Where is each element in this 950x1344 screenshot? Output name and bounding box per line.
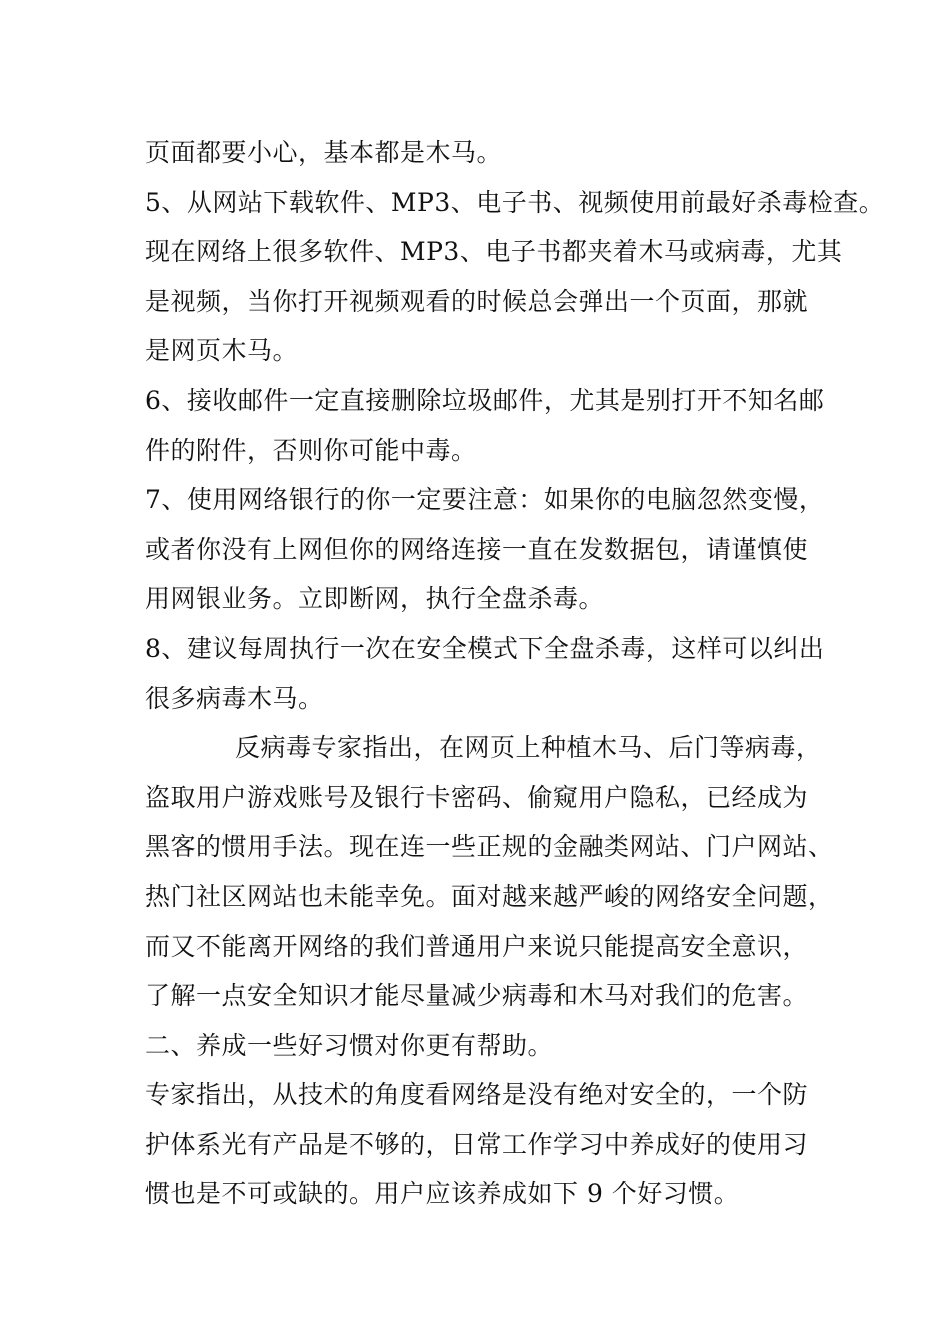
text-line: 惯也是不可或缺的。用户应该养成如下 9 个好习惯。 bbox=[145, 1179, 740, 1209]
text-line: 盗取用户游戏账号及银行卡密码、偷窥用户隐私，已经成为 bbox=[145, 782, 809, 812]
text-line: 页面都要小心，基本都是木马。 bbox=[145, 138, 503, 167]
text-line: 或者你没有上网但你的网络连接一直在发数据包，请谨慎使 bbox=[145, 534, 809, 564]
document-body bbox=[145, 128, 885, 1219]
text-line: 护体系光有产品是不够的，日常工作学习中养成好的使用习 bbox=[145, 1129, 809, 1159]
text-line: 很多病毒木马。 bbox=[145, 683, 324, 713]
text-line: 热门社区网站也未能幸免。面对越来越严峻的网络安全问题， bbox=[145, 881, 834, 911]
list-item-8: 8、建议每周执行一次在安全模式下全盘杀毒，这样可以纠出 bbox=[145, 633, 825, 663]
paragraph-start: 反病毒专家指出，在网页上种植木马、后门等病毒， bbox=[235, 733, 822, 763]
section-heading: 二、养成一些好习惯对你更有帮助。 bbox=[145, 1030, 554, 1060]
text-line: 而又不能离开网络的我们普通用户来说只能提高安全意识， bbox=[145, 931, 809, 961]
list-item-5: 5、从网站下载软件、MP3、电子书、视频使用前最好杀毒检查。 bbox=[145, 187, 885, 217]
text-line: 现在网络上很多软件、MP3、电子书都夹着木马或病毒，尤其 bbox=[145, 237, 843, 267]
list-item-6: 6、接收邮件一定直接删除垃圾邮件，尤其是别打开不知名邮 bbox=[145, 385, 825, 415]
text-line: 是网页木马。 bbox=[145, 336, 299, 366]
text-line: 黑客的惯用手法。现在连一些正规的金融类网站、门户网站、 bbox=[145, 832, 834, 862]
list-item-7: 7、使用网络银行的你一定要注意：如果你的电脑忽然变慢， bbox=[145, 485, 825, 515]
text-line: 了解一点安全知识才能尽量减少病毒和木马对我们的危害。 bbox=[145, 981, 809, 1011]
text-line: 专家指出，从技术的角度看网络是没有绝对安全的，一个防 bbox=[145, 1080, 809, 1110]
text-line: 件的附件，否则你可能中毒。 bbox=[145, 435, 477, 465]
text-line: 用网银业务。立即断网，执行全盘杀毒。 bbox=[145, 584, 605, 614]
text-line: 是视频，当你打开视频观看的时候总会弹出一个页面，那就 bbox=[145, 286, 809, 316]
